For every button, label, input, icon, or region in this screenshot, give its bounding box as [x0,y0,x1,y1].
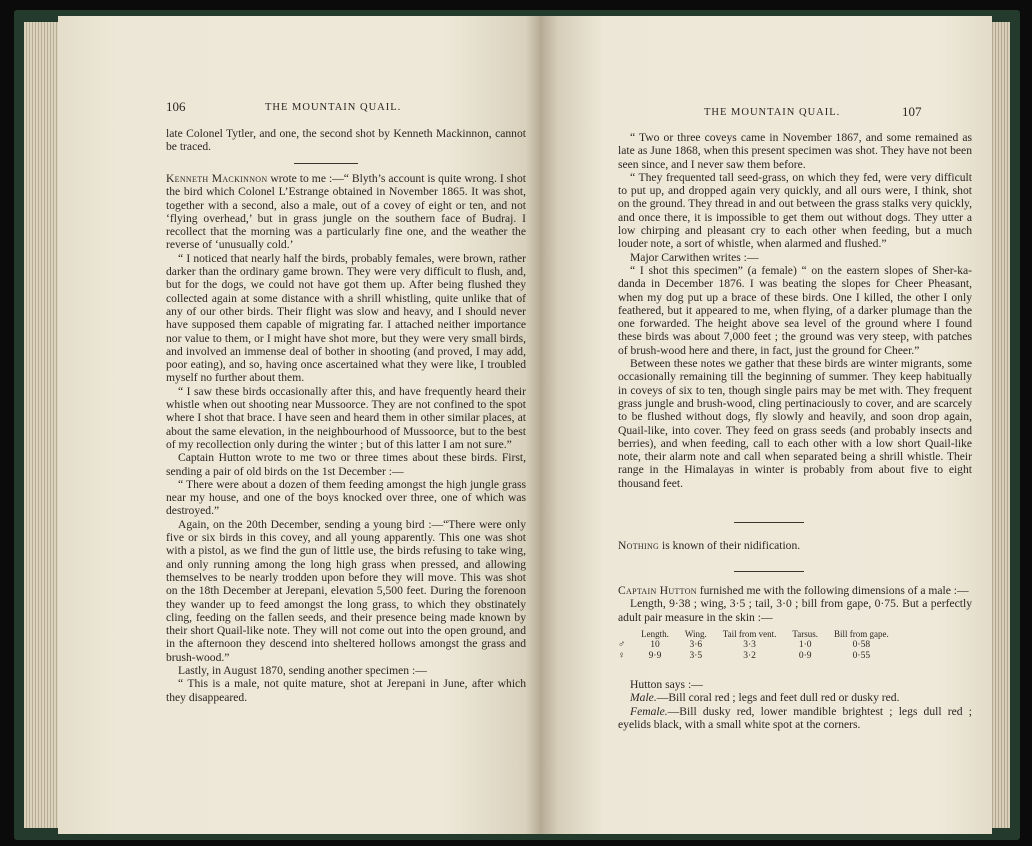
mackinnon-paragraph [166,172,526,252]
nidification-line [618,539,800,552]
table-cell: 1·0 [798,640,812,650]
left-running-head: THE MOUNTAIN QUAIL. [265,102,402,113]
female-paragraph [618,705,972,732]
paragraph-saw: “ I saw these birds occasionally after this, and have frequently heard their whistle when out shooting near Mussoorce. They are not confined to the spot where I shot that brace. I have seen and heard them in other similar places, at about the same elevation, in the neighbourhood of Mussoorce, but to the best of my recollection only during the winter ; but of this latter I am not sure.” [166,384,526,451]
paragraph-carwithen: Major Carwithen writes :— [630,250,759,264]
table-header: Tarsus. [792,629,818,639]
left-text-top [166,127,526,154]
right-page [540,16,992,834]
paragraph-hutton-says: Hutton says :— [630,678,703,691]
paragraph-again: Again, on the 20th December, sending a young bird :—“There were only five or six birds in this covey, and all young apparently. This one was shot with a pistol, as we find the gun of little use, the birds refusing to take wing, and only running among the long high grass when pressed, and allowing themselves to be nearly trodden upon before they will move. This was shot on the 18th December at Jerepani, elevation 5,500 feet. During the forenoon they wander up to feed amongst the long grass, to which they obstinately cling, feeding on the fallen seeds, and their presence being made known by their short Quail-like note. They will not come out into the open ground, and in the afternoon they descend into sheltered hollows amongst the grass and brush-wood.” [166,517,526,664]
table-cell: 3·2 [743,651,756,661]
table-header: Tail from vent. [722,629,777,639]
table-row [610,651,897,662]
left-opening-paragraph: late Colonel Tytler, and one, the second shot by Kenneth Mackinnon, cannot be traced. [166,127,526,154]
paragraph-dozen: “ There were about a dozen of them feeding amongst the high jungle grass near my house, and one of the boys knocked over three, one of which was destroyed.” [166,477,526,518]
female-text: —Bill dusky red, lower mandible brightest ; legs dull red ; eyelids black, with a small white spot at the corners. [618,704,972,731]
male-text: —Bill coral red ; legs and feet dull red or dusky red. [656,691,900,705]
dimensions-lead: Captain Hutton [618,584,697,597]
right-page-number: 107 [902,104,922,119]
mackinnon-lead: Kenneth Mackinnon [166,172,268,185]
table-header: Bill from gape. [834,629,889,639]
table-cell: 0·55 [852,651,871,661]
paragraph-lastly: Lastly, in August 1870, sending another specimen :— [178,663,427,677]
right-text-body [618,131,972,490]
paragraph-hutton: Captain Hutton wrote to me two or three times about these birds. First, sending a pair of old birds on the 1st December :— [166,451,526,478]
dimensions-table [610,629,897,662]
left-text-body [166,172,526,704]
female-label: Female. [630,704,668,718]
right-colour-notes [618,678,972,731]
table-cell: 0·58 [852,640,871,650]
left-page [58,16,540,834]
mackinnon-text: wrote to me :—“ Blyth’s account is quite wrong. I shot the bird which Colonel L’Estrange obtained in November 1865. It was shot, together with a second, also a male, out of a covey of eight or ten, and not ‘flying overhead,’ but in grass jungle on the southern face of Budraj. I recollect that the morning was a particularly fine one, and the weather the reverse of ‘unusually cold.’ [166,172,526,252]
paragraph-male: “ This is a male, not quite mature, shot at Jerepani in June, after which they disappeared. [166,677,526,704]
paragraph-frequented: “ They frequented tall seed-grass, on which they fed, were very difficult to put up, and dropped again very quickly, and all ours were, I think, shot on the ground. They thread in and out between the grass stalks very quickly, and once there, it is impossible to get them out without dogs. They utter a low chirping and pleasant cry to each other when feeding, but a much louder note, a sort of whistle, when alarmed and flushed.” [618,170,972,251]
paragraph-length: Length, 9·38 ; wing, 3·5 ; tail, 3·0 ; bill from gape, 0·75. But a perfectly adult pair measure in the skin :— [618,597,972,624]
table-cell: 3·6 [689,640,703,650]
right-running-head: THE MOUNTAIN QUAIL. [704,107,841,118]
table-header [610,629,633,640]
section-rule [734,522,804,523]
section-rule [294,163,358,164]
section-rule [734,571,804,572]
dimensions-paragraph [618,584,972,597]
dimensions-text: furnished me with the following dimensions of a male :— [696,584,969,597]
table-row [610,640,897,651]
paragraph-coveys: “ Two or three coveys came in November 1867, and some remained as late as June 1868, when this present specimen was shot. They have not been seen since, and I never saw them before. [618,131,972,171]
table-cell: ♂ [618,640,626,650]
table-header-row [610,629,897,640]
male-paragraph [618,691,972,704]
nidification-text: is known of their nidification. [659,539,801,552]
table-cell: 3·3 [743,640,756,650]
right-dimensions-text [618,584,972,624]
table-cell: 0·9 [798,651,812,661]
table-cell: 10 [650,640,660,650]
table-cell: ♀ [618,651,626,661]
left-page-number: 106 [166,99,186,114]
table-header: Length. [641,629,669,639]
paragraph-specimen: “ I shot this specimen” (a female) “ on the eastern slopes of Sher-ka-danda in December 1876. I was beating the slopes for Cheer Pheasant, when my dog put up a brace of these birds. One I killed, the other I only feathered, but it appeared to me, when flying, of a darker plumage than the one forwarded. The height above sea level of the ground where I found these birds was about 7,000 feet ; the ground was very steep, with patches of brush-wood here and there, in fact, just the ground for Cheer.” [618,263,972,357]
table-header: Wing. [684,629,707,639]
right-page-edges [990,22,1010,828]
table-cell: 9·9 [648,651,662,661]
table-cell: 3·5 [689,651,703,661]
paragraph-between: Between these notes we gather that these birds are winter migrants, some occasionally remaining till the beginning of summer. They keep habitually in coveys of six to ten, though single pairs may be met with. They frequent grass jungle and brush-wood, cling pertinaciously to cover, and are scarcely to be flushed without dogs, fly slowly and heavily, and soon drop again, Quail-like, into cover. They feed on grass seeds (and probably insects and berries), and when feeding, call to each other with a low short Quail-like note, their alarm note and call when separated being a shrill whistle. Their range in the Himalayas in winter is probably from about five to eight thousand feet. [618,357,972,490]
nidification-lead: Nothing [618,539,660,552]
male-label: Male. [630,691,657,705]
paragraph-noticed: “ I noticed that nearly half the birds, probably females, were brown, rather darker than the ordinary game brown. They were very difficult to flush, and, but for the dogs, we could not have got them up. After being flushed they collected again at some distance with a shrill whistling, quite unlike that of any of our other birds. Their flight was slow and heavy, and I should never have supposed them capable of migrating far. I attached neither importance nor value to them, or I might have shot more, but they were very small birds, and involved an immense deal of bother in shooting (and proved, I may add, poor eating), and so, having once ascertained what they were like, I troubled myself no further about them. [166,251,526,385]
